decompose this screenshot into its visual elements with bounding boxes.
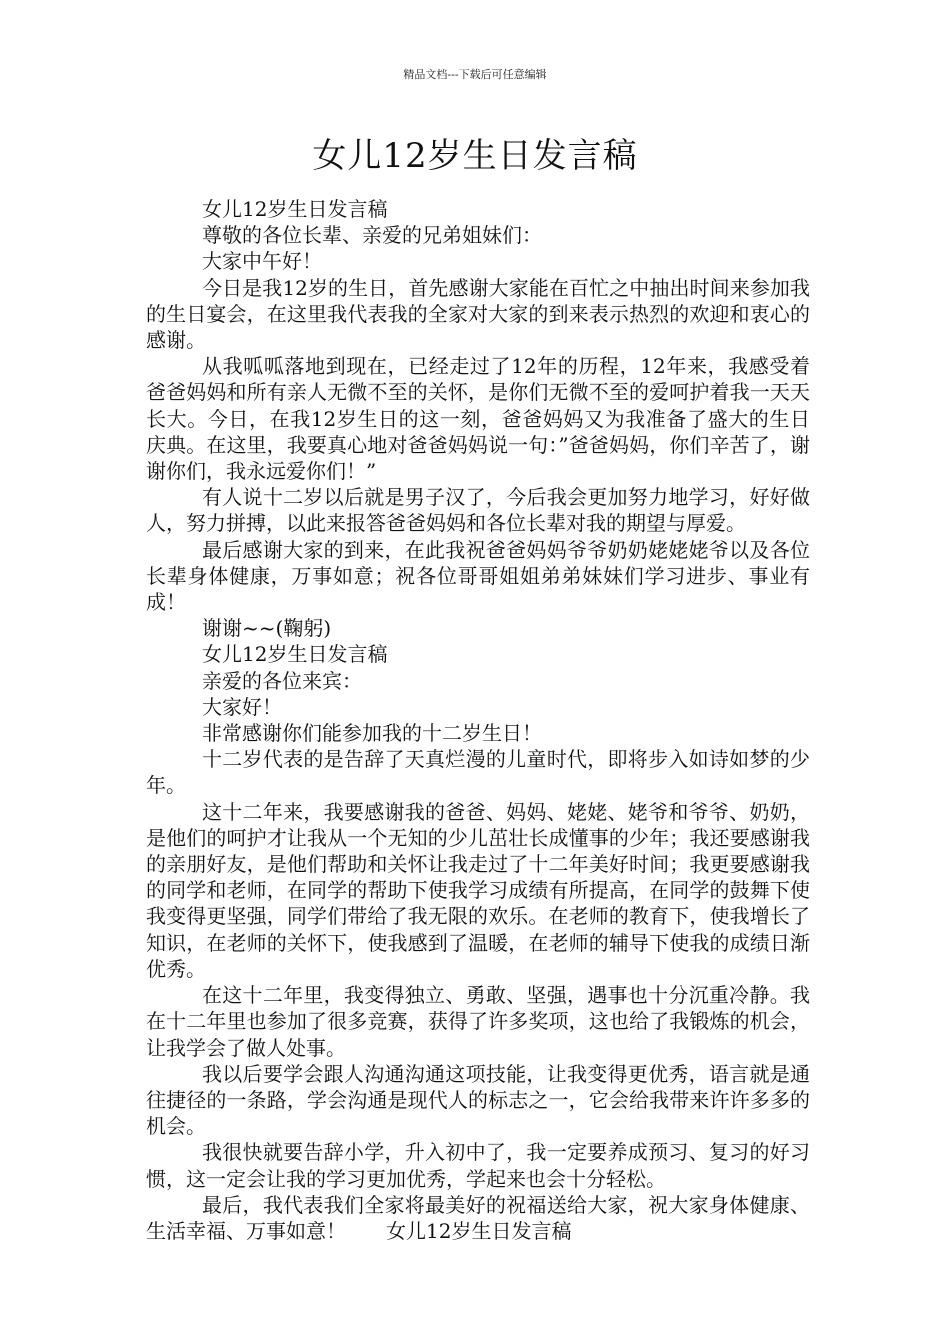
paragraph: 大家好！ xyxy=(202,694,282,719)
document-body xyxy=(146,196,810,1244)
paragraph: 尊敬的各位长辈、亲爱的兄弟姐妹们： xyxy=(202,223,542,248)
paragraph: 非常感谢你们能参加我的十二岁生日！ xyxy=(202,721,542,746)
document-title: 女儿12岁生日发言稿 xyxy=(312,136,638,176)
paragraph: 我很快就要告辞小学，升入初中了，我一定要养成预习、复习的好习惯，这一定会让我的学习更加优秀，学起来也会十分轻松。 xyxy=(146,1140,810,1191)
paragraph: 女儿12岁生日发言稿 xyxy=(202,642,388,667)
paragraph: 有人说十二岁以后就是男子汉了，今后我会更加努力地学习，好好做人，努力拼搏，以此来报答爸爸妈妈和各位长辈对我的期望与厚爱。 xyxy=(146,485,810,536)
paragraph: 十二岁代表的是告辞了天真烂漫的儿童时代，即将步入如诗如梦的少年。 xyxy=(146,747,810,798)
paragraph: 今日是我12岁的生日，首先感谢大家能在百忙之中抽出时间来参加我的生日宴会，在这里我代表我的全家对大家的到来表示热烈的欢迎和衷心的感谢。 xyxy=(146,275,810,353)
paragraph: 这十二年来，我要感谢我的爸爸、妈妈、姥姥、姥爷和爷爷、奶奶，是他们的呵护才让我从一个无知的少儿茁壮长成懂事的少年；我还要感谢我的亲朋好友，是他们帮助和关怀让我走过了十二年美好时间；我更要感谢我的同学和老师，在同学的帮助下使我学习成绩有所提高，在同学的鼓舞下使我变得更坚强，同学们带给了我无限的欢乐。在老师的教育下，使我增长了知识，在老师的关怀下，使我感到了温暖，在老师的辅导下使我的成绩日渐优秀。 xyxy=(146,799,810,981)
paragraph: 女儿12岁生日发言稿 xyxy=(202,197,388,221)
paragraph: 从我呱呱落地到现在，已经走过了12年的历程，12年来，我感受着爸爸妈妈和所有亲人无微不至的关怀，是你们无微不至的爱呵护着我一天天长大。今日，在我12岁生日的这一刻，爸爸妈妈又为我准备了盛大的生日庆典。在这里，我要真心地对爸爸妈妈说一句：”爸爸妈妈，你们辛苦了，谢谢你们，我永远爱你们！” xyxy=(146,354,810,484)
paragraph: 亲爱的各位来宾： xyxy=(202,668,362,693)
paragraph: 谢谢~~(鞠躬) xyxy=(202,616,332,641)
paragraph: 最后，我代表我们全家将最美好的祝福送给大家，祝大家身体健康、生活幸福、万事如意！ 女儿12岁生日发言稿 xyxy=(146,1192,810,1243)
paragraph: 最后感谢大家的到来，在此我祝爸爸妈妈爷爷奶奶姥姥姥爷以及各位长辈身体健康，万事如意；祝各位哥哥姐姐弟弟妹妹们学习进步、事业有成！ xyxy=(146,537,810,615)
paragraph: 大家中午好！ xyxy=(202,249,322,274)
page-header-note: 精品文档---下载后可任意编辑 xyxy=(403,68,547,81)
paragraph: 在这十二年里，我变得独立、勇敢、坚强，遇事也十分沉重冷静。我在十二年里也参加了很多竞赛，获得了许多奖项，这也给了我锻炼的机会，让我学会了做人处事。 xyxy=(146,983,810,1060)
paragraph: 我以后要学会跟人沟通沟通这项技能，让我变得更优秀，语言就是通往捷径的一条路，学会沟通是现代人的标志之一，它会给我带来许许多多的机会。 xyxy=(146,1061,810,1139)
